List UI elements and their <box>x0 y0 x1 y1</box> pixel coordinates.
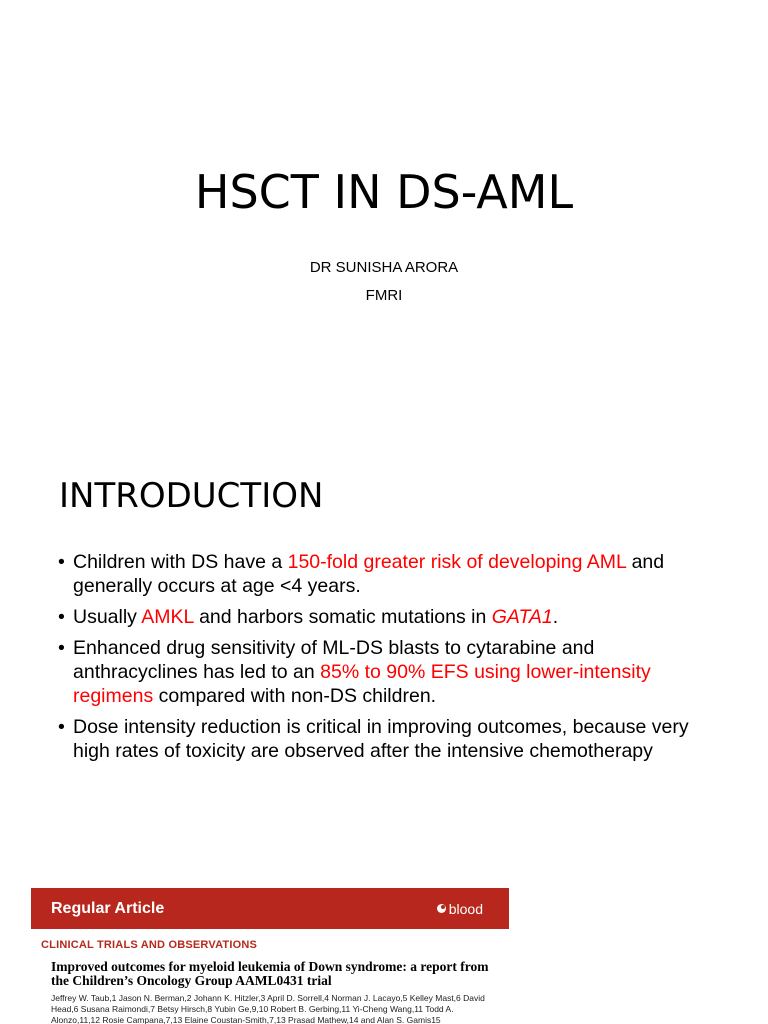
blood-drop-icon <box>437 904 446 913</box>
section-heading: INTRODUCTION <box>59 476 324 516</box>
bullet-text: Usually <box>73 606 142 628</box>
presenter-affiliation: FMRI <box>365 287 403 304</box>
bullet-list <box>58 550 718 770</box>
bullet-highlight: AMKL <box>141 606 194 628</box>
article-header-bar <box>31 888 509 929</box>
bullet-text: . <box>552 606 559 628</box>
article-section-label: CLINICAL TRIALS AND OBSERVATIONS <box>41 939 258 951</box>
bullet-item <box>58 550 718 598</box>
bullet-text: Dose intensity reduction is critical in improving outcomes, because very high rates of toxicity are observed after the intensive chemotherapy <box>73 716 689 762</box>
bullet-item <box>58 605 718 629</box>
bullet-highlight: 85% to 90% EFS using lower-intensity regimens <box>73 661 651 707</box>
article-title: Improved outcomes for myeloid leukemia of Down syndrome: a report from the Children’s Oncology Group AAML0431 trial <box>51 959 489 988</box>
article-excerpt-image <box>31 888 509 1024</box>
bullet-item <box>58 636 718 708</box>
bullet-highlight: 150-fold greater risk of developing AML <box>287 551 627 573</box>
bullet-text: and generally occurs at age <4 years. <box>73 551 665 597</box>
journal-logo <box>437 901 483 917</box>
bullet-item <box>58 715 718 763</box>
bullet-highlight-gene: GATA1 <box>491 606 553 628</box>
bullet-text: and harbors somatic mutations in <box>193 606 492 628</box>
article-authors: Jeffrey W. Taub,1 Jason N. Berman,2 Johann K. Hitzler,3 April D. Sorrell,4 Norman J. Lacayo,5 Kelley Mast,6 David Head,6 Susana Raimondi,7 Betsy Hirsch,8 Yubin Ge,9,10 Robert B. Gerbing,11 Yi-Cheng Wang,11 Todd A. Alonzo,11,12 Rosie Campana,7,13 Elaine Coustan-Smith,7,13 Prasad Mathew,14 and Alan S. Gamis15 <box>51 993 485 1024</box>
journal-name: blood <box>448 900 483 917</box>
bullet-text: compared with non-DS children. <box>153 685 437 707</box>
article-type-label: Regular Article <box>51 899 165 917</box>
bullet-text: Enhanced drug sensitivity of ML-DS blasts to cytarabine and anthracyclines has led to an <box>73 637 595 683</box>
slide-title: HSCT IN DS-AML <box>194 165 574 219</box>
presenter-name: DR SUNISHA ARORA <box>309 259 459 276</box>
bullet-text: Children with DS have a <box>73 551 288 573</box>
